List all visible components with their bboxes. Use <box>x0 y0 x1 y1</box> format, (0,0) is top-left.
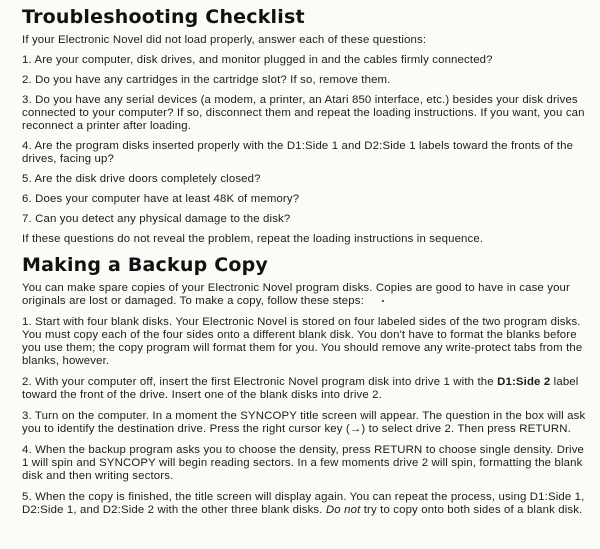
troubleshooting-closing: If these questions do not reveal the problem, repeat the loading instructions in sequence. <box>22 233 484 245</box>
stray-dot <box>382 300 384 302</box>
backup-step-2-text-b: label toward the front of the drive. Insert one of the blank disks into drive 2. <box>22 376 579 401</box>
backup-step-5-text-a: 5. When the copy is finished, the title screen will display again. You can repeat the process, using D1:Side 1, D2:Side 1, and D2:Side 2 with the other three blank disks. <box>22 491 585 516</box>
checklist-item-7: 7. Can you detect any physical damage to the disk? <box>22 213 291 225</box>
checklist-item-4: 4. Are the program disks inserted properly with the D1:Side 1 and D2:Side 1 labels toward the fronts of the drives, facing up? <box>22 140 574 165</box>
troubleshooting-section <box>22 6 588 246</box>
backup-step-5-text-b: try to copy onto both sides of a blank disk. <box>360 504 583 516</box>
backup-step-2 <box>22 376 588 402</box>
checklist-item-6: 6. Does your computer have at least 48K of memory? <box>22 193 300 205</box>
backup-step-2-text-a: 2. With your computer off, insert the first Electronic Novel program disk into drive 1 with the <box>22 376 498 388</box>
troubleshooting-intro: If your Electronic Novel did not load properly, answer each of these questions: <box>22 34 427 46</box>
checklist-item-5: 5. Are the disk drive doors completely closed? <box>22 173 261 185</box>
backup-intro <box>22 282 588 308</box>
backup-heading: Making a Backup Copy <box>22 254 268 276</box>
backup-step-3: 3. Turn on the computer. In a moment the SYNCOPY title screen will appear. The question in the box will ask you to identify the destination drive. Press the right cursor key (→) to select drive 2. Then press RETURN. <box>22 410 586 435</box>
backup-step-4: 4. When the backup program asks you to choose the density, press RETURN to choose single density. Drive 1 will spin and SYNCOPY will begin reading sectors. In a few moments drive 2 will spin, formatting the blank disk and then writing sectors. <box>22 444 585 482</box>
backup-step-5-emphasis: Do not <box>325 504 361 516</box>
troubleshooting-heading: Troubleshooting Checklist <box>22 6 305 28</box>
backup-intro-text: You can make spare copies of your Electronic Novel program disks. Copies are good to have in case your originals are lost or damaged. To make a copy, follow these steps: <box>22 282 570 307</box>
checklist-item-2: 2. Do you have any cartridges in the cartridge slot? If so, remove them. <box>22 74 391 86</box>
backup-step-2-label: D1:Side 2 <box>497 376 551 388</box>
backup-step-5 <box>22 491 588 517</box>
checklist-item-1: 1. Are your computer, disk drives, and monitor plugged in and the cables firmly connected? <box>22 54 493 66</box>
checklist-item-3: 3. Do you have any serial devices (a modem, a printer, an Atari 850 interface, etc.) besides your disk drives connected to your computer? If so, disconnect them and repeat the loading instructions. If you want, you can reconnect a printer after loading. <box>22 94 585 132</box>
backup-section <box>22 254 588 517</box>
backup-step-1: 1. Start with four blank disks. Your Electronic Novel is stored on four labeled sides of the two program disks. You must copy each of the four sides onto a different blank disk. You don't have to format the blanks before you use them; the copy program will format them for you. You should remove any write-protect tabs from the blanks, however. <box>22 316 583 367</box>
